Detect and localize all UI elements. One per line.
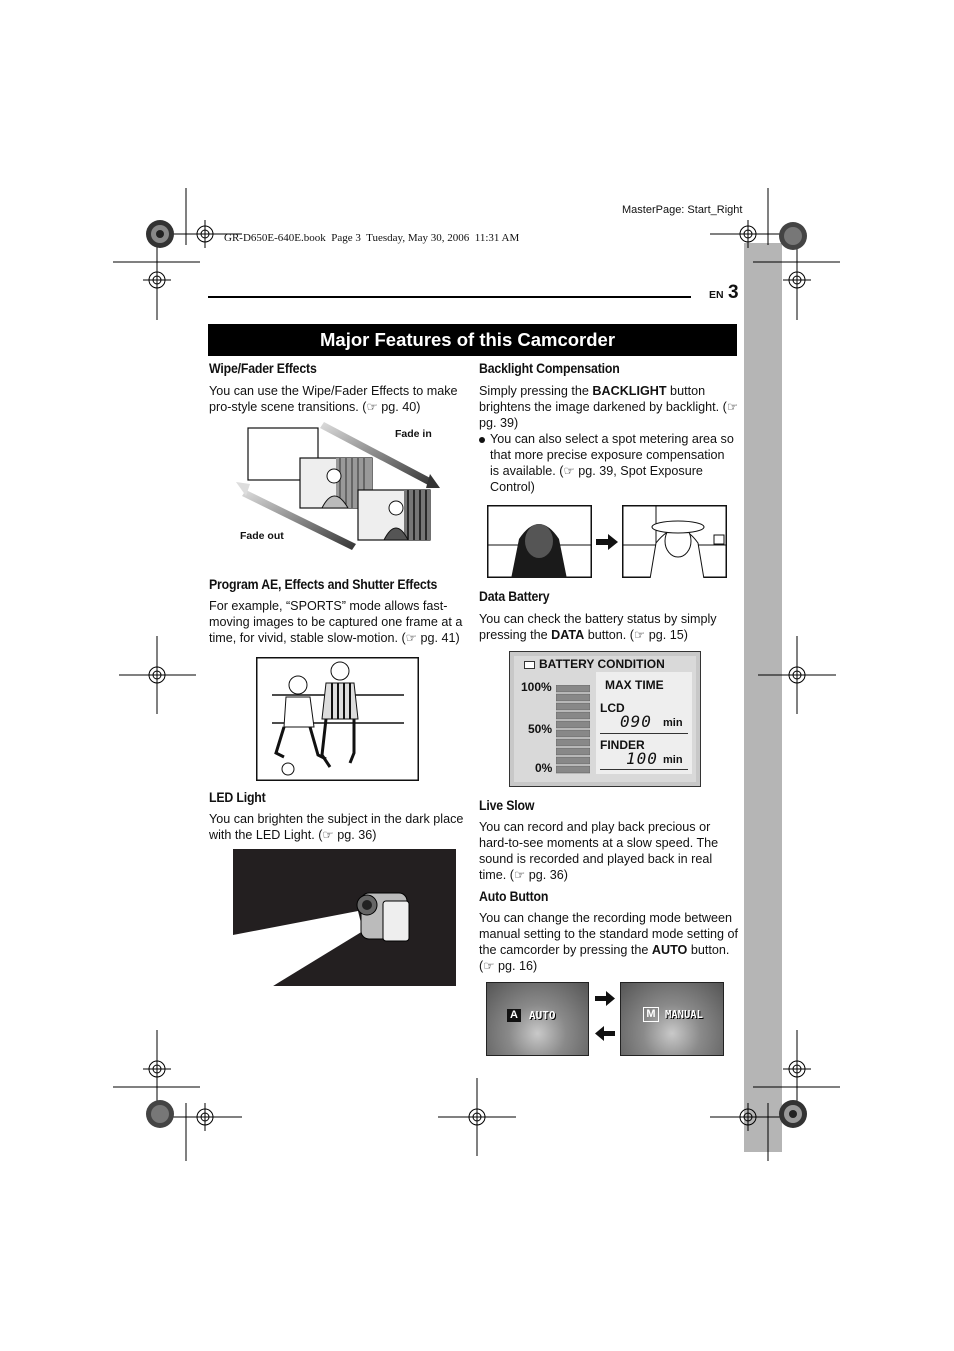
page-title: Major Features of this Camcorder (208, 324, 737, 356)
auto-text (479, 910, 741, 974)
auto-mode-label: AUTO (529, 1009, 556, 1022)
battery-text (479, 611, 741, 643)
led-heading: LED Light (209, 789, 266, 805)
arrow-left-icon (595, 1026, 615, 1041)
finder-unit: min (663, 754, 683, 766)
masterpage-label: MasterPage: Start_Right (622, 204, 743, 216)
backlight-before-image (487, 505, 592, 578)
battery-text-bold: DATA (551, 628, 585, 642)
lcd-time-value: 090 (620, 712, 652, 731)
wipe-heading: Wipe/Fader Effects (209, 360, 317, 376)
backlight-after-image (622, 505, 727, 578)
finder-time-value: 100 (626, 749, 658, 768)
arrow-right-icon (595, 991, 615, 1006)
level-50-label: 50% (528, 722, 553, 736)
max-time-label: MAX TIME (605, 678, 664, 692)
battery-heading: Data Battery (479, 588, 550, 604)
manual-mode-icon: M (643, 1007, 659, 1022)
level-0-label: 0% (535, 761, 553, 775)
battery-condition-screen (509, 651, 701, 787)
backlight-text-post: button brightens the image darkened by backlight. (☞ pg. 39) (479, 384, 739, 430)
battery-text-pre: You can check the battery status by simply pressing the (479, 612, 717, 642)
backlight-text-pre: Simply pressing the (479, 384, 593, 398)
fade-out-label: Fade out (240, 530, 284, 542)
auto-text-bold: AUTO (651, 943, 688, 957)
bullet-dot (479, 437, 485, 443)
lcd-underline (600, 733, 688, 734)
backlight-text-bold: BACKLIGHT (592, 384, 667, 398)
auto-mode-icon: A (507, 1009, 521, 1022)
program-heading: Program AE, Effects and Shutter Effects (209, 576, 438, 592)
level-100-label: 100% (521, 680, 552, 694)
lcd-unit: min (663, 717, 683, 729)
manual-mode-screen (620, 982, 724, 1056)
program-text: For example, “SPORTS” mode allows fast-moving images to be captured one frame at a time, for vivid, stable slow-motion. (☞ pg. 41) (209, 599, 463, 645)
backlight-bullet-text: You can also select a spot metering area so that more precise exposure compensation is available. (☞ pg. 39, Spot Exposure Control) (490, 432, 734, 494)
auto-text-pre: You can change the recording mode between manual setting to the standard mode setting of the camcorder by pressing the (479, 911, 739, 957)
battery-text-post: button. (☞ pg. 15) (584, 628, 688, 642)
finder-underline (600, 769, 688, 770)
arrow-right-icon (596, 534, 618, 550)
manual-mode-label: MANUAL (665, 1009, 703, 1021)
finder-label: FINDER (600, 738, 645, 752)
led-text: You can brighten the subject in the dark place with the LED Light. (☞ pg. 36) (209, 812, 464, 842)
page-number: 3 (728, 282, 739, 303)
battery-screen-title: BATTERY CONDITION (539, 657, 665, 671)
book-info-line: GR-D650E-640E.book Page 3 Tuesday, May 30, 2006 11:31 AM (224, 232, 520, 244)
language-label: EN (709, 289, 724, 301)
lcd-label: LCD (600, 701, 625, 715)
liveslow-heading: Live Slow (479, 797, 535, 813)
battery-level-gauge (556, 685, 590, 775)
led-light-illustration (233, 849, 456, 986)
liveslow-text: You can record and play back precious or hard-to-see moments at a slow speed. The sound is recorded and played back in real time. (☞ pg. 36) (479, 820, 719, 882)
wipe-text: You can use the Wipe/Fader Effects to make pro-style scene transitions. (☞ pg. 40) (209, 384, 458, 414)
backlight-bullet (479, 431, 737, 495)
auto-heading: Auto Button (479, 888, 549, 904)
backlight-text (479, 383, 741, 431)
backlight-heading: Backlight Compensation (479, 360, 620, 376)
auto-mode-screen (486, 982, 589, 1056)
sports-illustration (256, 657, 419, 781)
battery-screen-icon (524, 661, 535, 669)
fade-in-label: Fade in (395, 428, 432, 440)
auto-text-post: button. (☞ pg. 16) (479, 943, 730, 973)
